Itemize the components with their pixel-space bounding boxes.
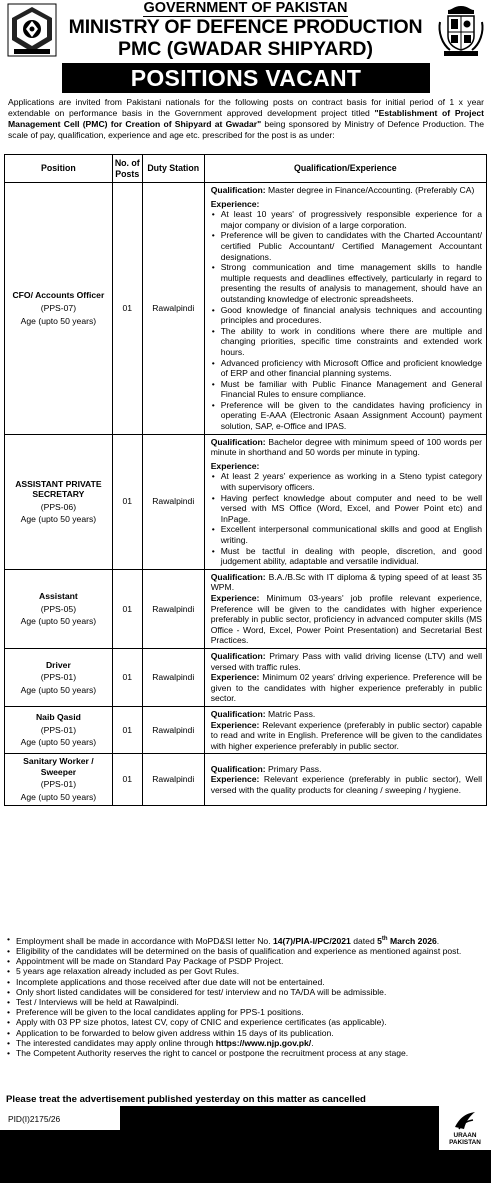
age-limit: Age (upto 50 years) bbox=[20, 792, 97, 803]
position-cell bbox=[5, 434, 113, 569]
qualification-cell bbox=[204, 706, 486, 753]
experience-text: Experience: Minimum 02 years' driving experience. Preference will be given to the candidates with higher experience preferably in public sector. bbox=[210, 672, 482, 704]
pay-scale: (PPS-01) bbox=[40, 779, 77, 790]
position-cell bbox=[5, 648, 113, 706]
header-qualification: Qualification/Experience bbox=[204, 155, 486, 183]
experience-item: • Strong communication and time management skills to handle multiple requests and deadlines effectively, particularly in regard to presenting the results of analysis to management, should have an outstanding knowledge of electronic spreadsheets. bbox=[211, 262, 482, 304]
position-title: Assistant bbox=[39, 590, 78, 601]
header-station: Duty Station bbox=[142, 155, 204, 183]
experience-list bbox=[211, 471, 482, 566]
note-item: • Incomplete applications and those received after due date will not be entertained. bbox=[6, 977, 484, 987]
position-title: ASSISTANT PRIVATE SECRETARY bbox=[15, 478, 102, 500]
experience-text: Experience: bbox=[210, 198, 260, 209]
posts-count: 01 bbox=[112, 648, 142, 706]
experience-item: • Must be familiar with Public Finance Management and General Financial Rules to ensure compliance. bbox=[211, 379, 482, 400]
note-item: • Appointment will be made on Standard Pay Package of PSDP Project. bbox=[6, 956, 484, 966]
state-emblem-icon bbox=[436, 2, 486, 58]
experience-text: Experience: Relevant experience (preferably in public sector) capable to read and write in English. Preference will be given to the candidates with higher experience preferably in public sector. bbox=[210, 719, 482, 751]
position-title: CFO/ Accounts Officer bbox=[12, 290, 105, 301]
experience-item: • At least 10 years' of progressively responsible experience for a major company or division of a large corporation. bbox=[211, 209, 482, 230]
posts-count: 01 bbox=[112, 434, 142, 569]
note-item: • Eligibility of the candidates will be determined on the basis of qualification and experience as mentioned against post. bbox=[6, 946, 484, 956]
position-title: Sanitary Worker / Sweeper bbox=[23, 756, 94, 777]
duty-station: Rawalpindi bbox=[142, 183, 204, 435]
qualification-cell bbox=[204, 754, 486, 805]
age-limit: Age (upto 50 years) bbox=[20, 514, 97, 525]
contact-organization: PMC (Gwadar Shipyard) bbox=[145, 1133, 346, 1153]
table-row bbox=[5, 183, 487, 435]
experience-item: • Must be tactful in dealing with people, discretion, and good judgement ability, adaptable and versatile individual. bbox=[211, 546, 482, 567]
header-position: Position bbox=[5, 155, 113, 183]
experience-text: Experience: Relevant experience (preferably in public sector), Well versed with the quality products for cleaning / sweeping / hygiene. bbox=[210, 774, 482, 795]
pay-scale: (PPS-06) bbox=[40, 501, 77, 512]
qualification-text: Qualification: Master degree in Finance/Accounting. (Preferably CA) bbox=[210, 185, 475, 195]
cancellation-note: Please treat the advertisement published yesterday on this matter as cancelled bbox=[6, 1094, 366, 1105]
apply-online-link[interactable]: https://www.njp.gov.pk/ bbox=[215, 1037, 312, 1048]
organization-title: PMC (GWADAR SHIPYARD) bbox=[118, 38, 373, 60]
age-limit: Age (upto 50 years) bbox=[20, 315, 97, 326]
experience-item: • Advanced proficiency with Microsoft Office and proficient knowledge of ERP and other financial planning systems. bbox=[211, 358, 482, 379]
experience-item: • The ability to work in conditions where there are multiple and changing priorities, specific time constraints and extended work hours. bbox=[211, 326, 482, 358]
note-item: • Preference will be given to the local candidates appling for PPS-1 positions. bbox=[6, 1007, 484, 1017]
pay-scale: (PPS-05) bbox=[40, 603, 77, 614]
uraan-logo-text: URAAN PAKISTAN bbox=[449, 1132, 481, 1146]
experience-text: Experience: bbox=[210, 460, 260, 471]
position-cell bbox=[5, 569, 113, 648]
note-item: • Test / Interviews will be held at Rawalpindi. bbox=[6, 997, 484, 1007]
experience-item: • Preference will be given to candidates with the Charted Accountant/ certified Public Accountant/ Certified Management Accountant designations. bbox=[211, 230, 482, 262]
notes-list bbox=[6, 934, 484, 1058]
note-item: • The Competent Authority reserves the right to cancel or postpone the recruitment process at any stage. bbox=[6, 1048, 484, 1058]
experience-list bbox=[211, 209, 482, 431]
experience-item: • Excellent interpersonal communicational skills and good at English writing. bbox=[211, 524, 482, 545]
intro-paragraph: Applications are invited from Pakistani nationals for the following posts on contract basis for initial period of 1 x year extendable on performance basis in the Government approved development project titled "Establishment of Project Management Cell (PMC) for Creation of Shipyard at Gwadar" being sponsored by Ministry of Defence Production. The scale of pay, qualification, experience and age etc. prescribed for the post is as under: bbox=[8, 97, 484, 140]
posts-count: 01 bbox=[112, 706, 142, 753]
note-item: • 5 years age relaxation already included as per Govt Rules. bbox=[6, 966, 484, 976]
contact-manager: Manager HR bbox=[194, 1111, 297, 1131]
qualification-text: Qualification: Primary Pass with valid driving license (LTV) and well versed with traffic rules. bbox=[210, 650, 482, 672]
age-limit: Age (upto 50 years) bbox=[20, 616, 97, 627]
posts-count: 01 bbox=[112, 183, 142, 435]
table-row bbox=[5, 754, 487, 805]
duty-station: Rawalpindi bbox=[142, 569, 204, 648]
qualification-cell bbox=[204, 569, 486, 648]
position-cell bbox=[5, 754, 113, 805]
header-posts: No. of Posts bbox=[112, 155, 142, 183]
note-item: • Apply with 03 PP size photos, latest CV, copy of CNIC and experience certificates (as applicable). bbox=[6, 1017, 484, 1027]
experience-item: • At least 2 years' experience as working in a Steno typist category with supervisory officers. bbox=[211, 471, 482, 492]
posts-count: 01 bbox=[112, 754, 142, 805]
duty-station: Rawalpindi bbox=[142, 754, 204, 805]
qualification-cell bbox=[204, 648, 486, 706]
pay-scale: (PPS-01) bbox=[40, 672, 77, 683]
uraan-pakistan-logo bbox=[439, 1106, 491, 1150]
note-item: • Only short listed candidates will be considered for test/ interview and no TA/DA will be admissible. bbox=[6, 987, 484, 997]
qualification-text: Qualification: Matric Pass. bbox=[210, 708, 316, 719]
qualification-text: Qualification: Bachelor degree with minimum speed of 100 words per minute in shorthand and 50 words per minute in typing. bbox=[210, 436, 482, 458]
contact-address: H/No. 153/A-1 Adam Jee Road Saddar, Rawalpindi bbox=[43, 1157, 448, 1177]
pay-scale: (PPS-01) bbox=[40, 724, 77, 735]
qualification-cell bbox=[204, 434, 486, 569]
duty-station: Rawalpindi bbox=[142, 434, 204, 569]
government-title: GOVERNMENT OF PAKISTAN bbox=[143, 0, 348, 16]
position-title: Driver bbox=[45, 659, 71, 670]
table-row bbox=[5, 706, 487, 753]
positions-vacant-banner: POSITIONS VACANT bbox=[62, 63, 430, 93]
note-item: • Employment shall be made in accordance with MoPD&SI letter No. 14(7)/PIA-I/PC/2021 dated 5th March 2026. bbox=[6, 934, 484, 946]
note-item: • The interested candidates may apply online through https://www.njp.gov.pk/. bbox=[6, 1038, 484, 1048]
table-row bbox=[5, 434, 487, 569]
duty-station: Rawalpindi bbox=[142, 648, 204, 706]
posts-count: 01 bbox=[112, 569, 142, 648]
uraan-icon bbox=[453, 1109, 477, 1133]
age-limit: Age (upto 50 years) bbox=[20, 737, 97, 748]
table-header-row bbox=[5, 155, 487, 183]
experience-text: Experience: Minimum 03-years' job profile relevant experience, Preference will be given to the candidates with higher experience preferably in public sector, proficiency in advanced computer skills (MS Office - Word, Excel, Power Point Presentation) and Secretarial Best Practices. bbox=[210, 592, 482, 646]
pay-scale: (PPS-07) bbox=[40, 303, 77, 314]
position-title: Naib Qasid bbox=[35, 712, 81, 723]
project-title: "Establishment of Project Management Cell (PMC) for Creation of Shipyard at Gwadar" bbox=[8, 108, 484, 129]
pid-number: PID(I)2175/26 bbox=[8, 1114, 61, 1124]
experience-item: • Good knowledge of financial analysis techniques and accounting principles and procedures. bbox=[211, 305, 482, 326]
experience-item: • Preference will be given to the candidates having proficiency in operating E-AAA (Electronic Asaan Assignment Account) payment solution, SAP, e-Office and IPAS. bbox=[211, 400, 482, 432]
qualification-text: Qualification: B.A./B.Sc with IT diploma & typing speed of at least 35 WPM. bbox=[210, 571, 482, 593]
table-row bbox=[5, 648, 487, 706]
position-cell bbox=[5, 183, 113, 435]
position-cell bbox=[5, 706, 113, 753]
qualification-text: Qualification: Primary Pass. bbox=[210, 763, 322, 774]
duty-station: Rawalpindi bbox=[142, 706, 204, 753]
ministry-title: MINISTRY OF DEFENCE PRODUCTION bbox=[68, 16, 423, 38]
qualification-cell bbox=[204, 183, 486, 435]
header bbox=[0, 0, 491, 62]
age-limit: Age (upto 50 years) bbox=[20, 684, 97, 695]
table-row bbox=[5, 569, 487, 648]
note-item: • Application to be forwarded to below given address within 15 days of its publication. bbox=[6, 1028, 484, 1038]
experience-item: • Having perfect knowledge about computer and need to be well versed with MS Office (Word, Excel, and Power Point etc) and InPage. bbox=[211, 493, 482, 525]
positions-table bbox=[4, 154, 487, 806]
